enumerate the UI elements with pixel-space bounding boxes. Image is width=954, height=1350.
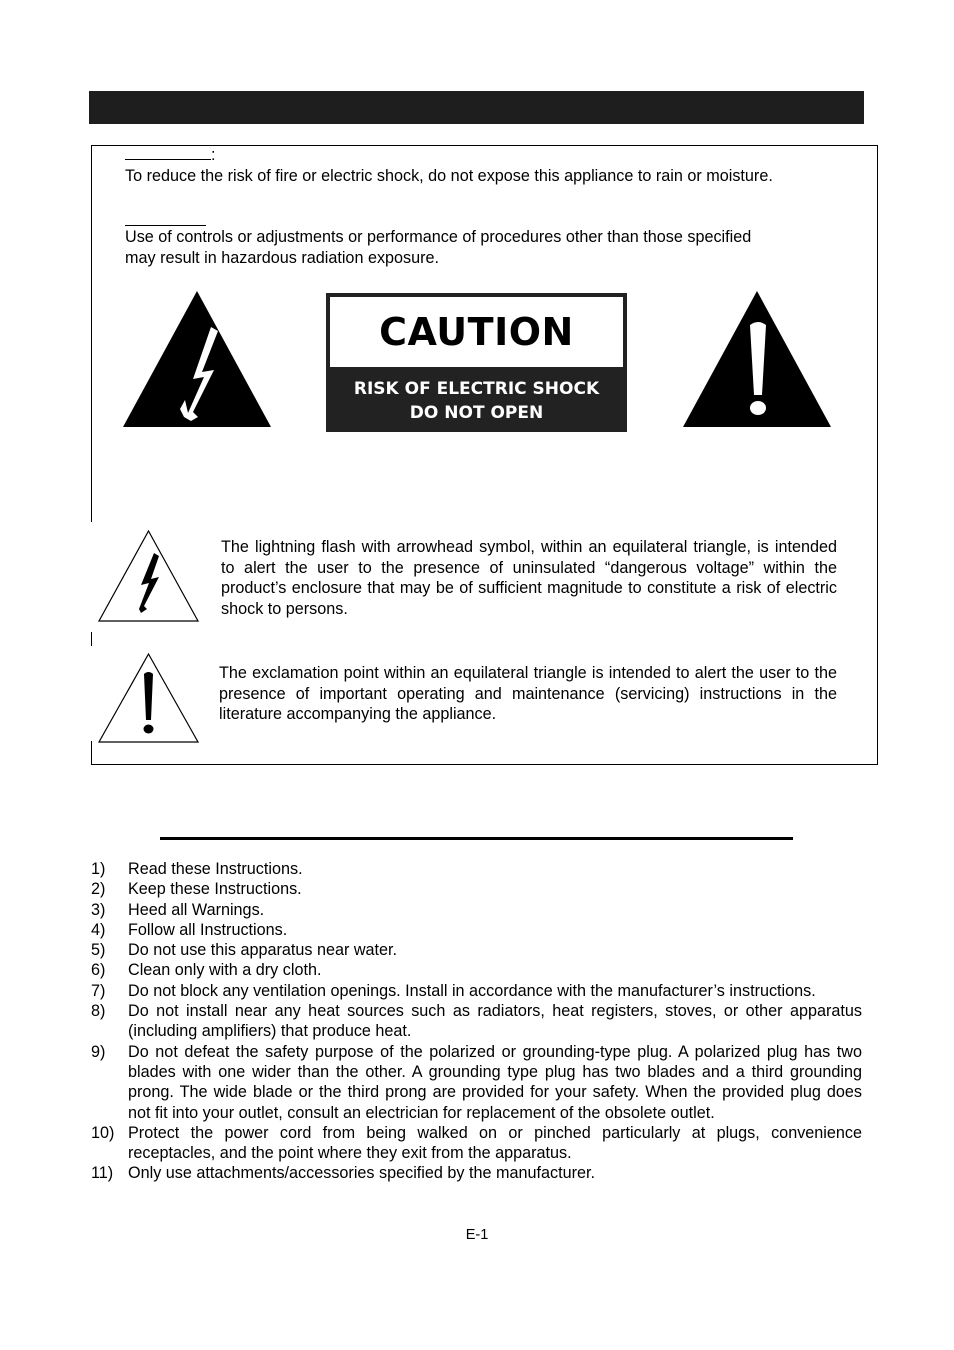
safety-instructions-list [91,859,862,1184]
lightning-symbol-description: The lightning flash with arrowhead symbol, within an equilateral triangle, is intended to alert the user to the presence of uninsulated “dangerous voltage” within the product’s enclosure that may be of sufficient magnitude to constitute a risk of electric shock to persons. [221,538,837,618]
caution-sign [326,293,627,432]
caution-title: CAUTION [330,297,623,367]
instruction-item: 7) Do not block any ventilation openings. Install in accordance with the manufacturer’s instructions. [91,981,816,1000]
border-gap [90,522,93,632]
instruction-item: 6) Clean only with a dry cloth. [91,961,322,980]
blank-underline [125,145,211,160]
instruction-item: 2) Keep these Instructions. [91,880,302,899]
fire-warning-text: To reduce the risk of fire or electric shock, do not expose this appliance to rain or moisture. [125,167,773,185]
small-lightning-triangle-icon [97,529,200,623]
page-number: E-1 [465,1227,489,1243]
laser-warning-line-2: may result in hazardous radiation exposure. [125,249,440,267]
laser-warning-line-1: Use of controls or adjustments or performance of procedures other than those specified [125,228,752,246]
caution-line-1: RISK OF ELECTRIC SHOCK [353,378,600,399]
instruction-item: 3) Heed all Warnings. [91,900,265,919]
instruction-item: 4) Follow all Instructions. [91,920,288,939]
instruction-item: 11) Only use attachments/accessories specified by the manufacturer. [91,1164,595,1183]
instruction-item: 10) Protect the power cord from being walked on or pinched particularly at plugs, convenience receptacles, and the point where they exit from the apparatus. [91,1123,862,1163]
instruction-item: 9) Do not defeat the safety purpose of the polarized or grounding-type plug. A polarized plug has two blades with one wider than the other. A grounding type plug has two blades and a third grounding prong. The wide blade or the third prong are provided for your safety. When the provided plug does not fit into your outlet, consult an electrician for replacement of the obsolete outlet. [91,1042,862,1122]
small-exclamation-triangle-icon [97,652,200,744]
caution-line-2: DO NOT OPEN [409,402,544,423]
border-gap [90,646,93,741]
instruction-item: 5) Do not use this apparatus near water. [91,941,398,960]
warning-heading: : [125,145,216,166]
lightning-triangle-icon [122,291,272,428]
blank-underline [125,211,206,226]
exclamation-triangle-icon [682,291,832,428]
instruction-item: 8) Do not install near any heat sources such as radiators, heat registers, stoves, or other apparatus (including amplifiers) that produce heat. [91,1002,862,1041]
section-rule [160,837,793,840]
exclamation-symbol-description: The exclamation point within an equilateral triangle is intended to alert the user to the presence of important operating and maintenance (servicing) instructions in the literature accompanying the appliance. [219,664,837,723]
header-bar [89,91,864,124]
caution-subtitle [328,371,625,430]
instruction-item: 1) Read these Instructions. [91,860,303,878]
